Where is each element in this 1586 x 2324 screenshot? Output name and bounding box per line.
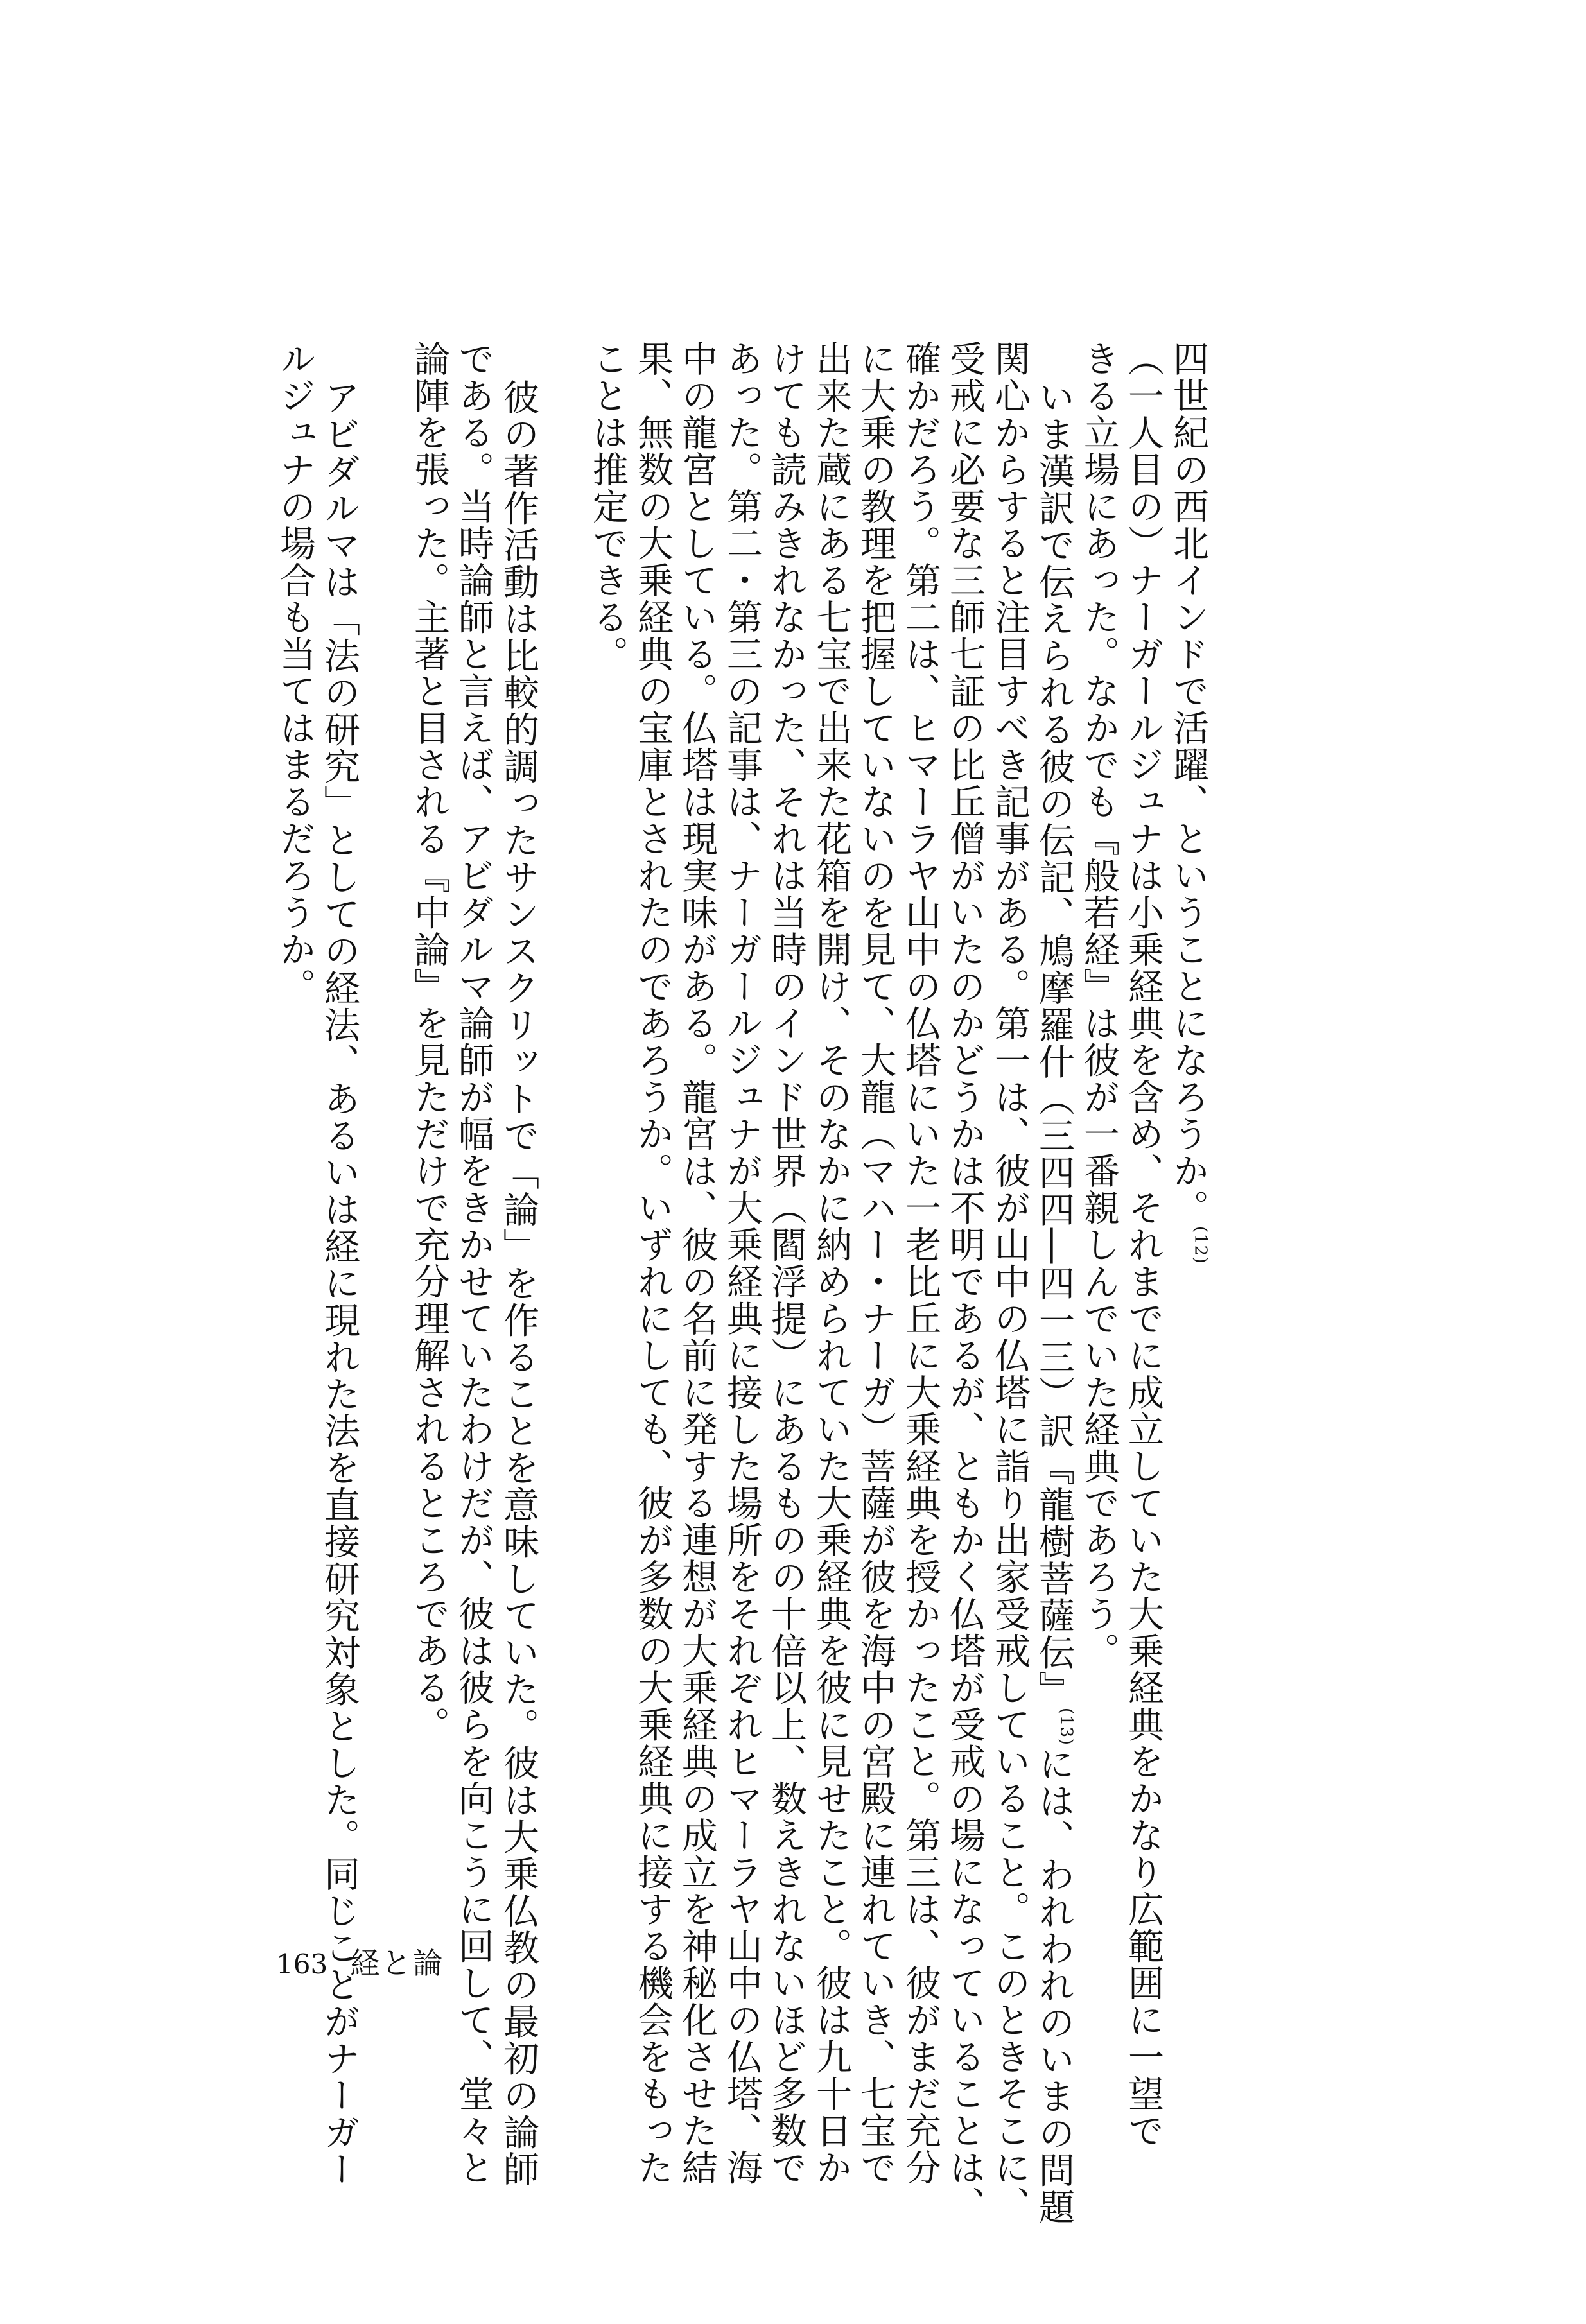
text-line: （一人目の）ナーガールジュナは小乗経典を含め、それまでに成立していた大乗経典をかなり広範囲に一望で	[1122, 340, 1164, 2149]
text-line: あった。第二・第三の記事は、ナーガールジュナが大乗経典に接した場所をそれぞれヒマーラヤ山中の仏塔、海	[721, 340, 763, 2186]
text-line: ことは推定できる。	[587, 340, 629, 673]
page-number: 163	[276, 1948, 328, 1980]
text-line: きる立場にあった。なかでも『般若経』は彼が一番親しんでいた経典であろう。	[1078, 340, 1120, 1669]
text-line: アビダルマは「法の研究」としての経法、あるいは経に現れた法を直接研究対象とした。同じことがナーガー	[318, 379, 360, 2188]
text-line: である。当時論師と言えば、アビダルマ論師が幅をきかせていたわけだが、彼は彼らを向こうに回して、堂々と	[453, 340, 494, 2186]
text-line: 関心からすると注目すべき記事がある。第一は、彼が山中の仏塔に詣り出家受戒していること。このときそこに、	[989, 340, 1031, 2223]
text-line: 受戒に必要な三師七証の比丘僧がいたのかどうかは不明であるが、ともかく仏塔が受戒の場になっていることは、	[944, 340, 986, 2223]
text-line: 四世紀の西北インドで活躍、ということになろうか。$^{(12)}$	[1167, 340, 1210, 1265]
text-line: 論陣を張った。主著と目される『中論』を見ただけで充分理解されるところである。	[408, 340, 450, 1743]
text-line: 確かだろう。第二は、ヒマーラヤ山中の仏塔にいた一老比丘に大乗経典を授かったこと。第三は、彼がまだ充分	[900, 340, 941, 2186]
text-line: いま漢訳で伝えられる彼の伝記、鳩摩羅什（三四四―四一三）訳『龍樹菩薩伝』$^{(13)}$には、われわれのいまの問題	[1033, 379, 1076, 2226]
text-line: 出来た蔵にある七宝で出来た花箱を開け、そのなかに納められていた大乗経典を彼に見せたこと。彼は九十日か	[810, 340, 852, 2186]
running-title: 経と論	[350, 1946, 445, 1981]
text-line: に大乗の教理を把握していないのを見て、大龍（マハー・ナーガ）菩薩が彼を海中の宮殿に連れていき、七宝で	[855, 340, 896, 2186]
footnote-marker[interactable]: (12)	[1190, 1226, 1210, 1265]
text-line: 果、無数の大乗経典の宝庫とされたのであろうか。いずれにしても、彼が多数の大乗経典に接する機会をもった	[632, 340, 674, 2186]
text-line: けても読みきれなかった、それは当時のインド世界（閻浮提）にあるものの十倍以上、数えきれないほど多数で	[765, 340, 807, 2186]
footnote-marker[interactable]: (13)	[1056, 1708, 1076, 1746]
page-footer	[276, 1940, 444, 1982]
text-line: ルジュナの場合も当てはまるだろうか。	[274, 340, 316, 1005]
text-line: 中の龍宮としている。仏塔は現実味がある。龍宮は、彼の名前に発する連想が大乗経典の成立を神秘化させた結	[676, 340, 718, 2186]
text-line: 彼の著作活動は比較的調ったサンスクリットで「論」を作ることを意味していた。彼は大乗仏教の最初の論師	[498, 379, 539, 2188]
